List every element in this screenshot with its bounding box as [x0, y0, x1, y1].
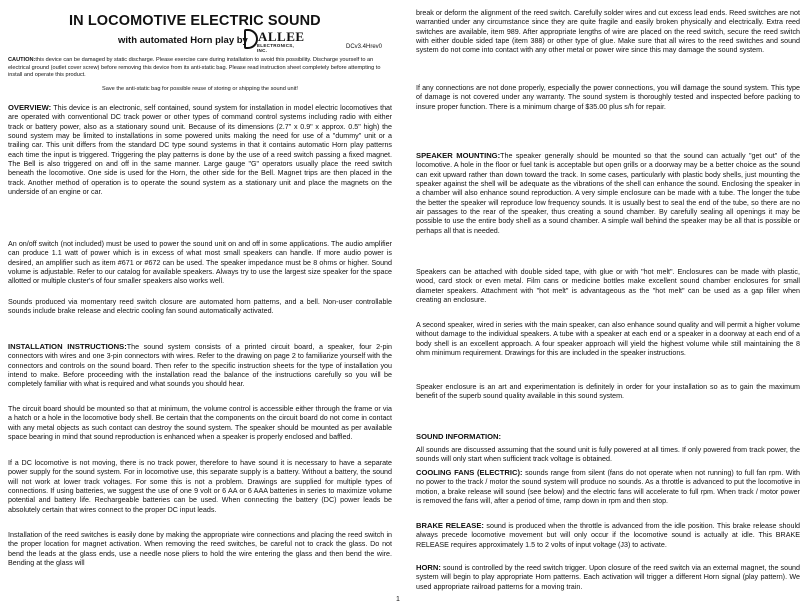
dc-battery-paragraph: If a DC locomotive is not moving, there is no track power, therefore to have sound it is necessary to have a separate power supply for the sound system. For in locomotive use, this separate supply is a battery. Without a battery, the sound will not work at lower track voltages. For some this is not a problem. Drawings are supplied for multiple types of connections. If using batteries, we suggest the use of one 9 volt or 6 AA or 6 AAA batteries in series to maximize volume potential and battery life. Rechargeable batteries can be used. When connecting the battery (DC) power leads be absolutely certain that wires connect to the proper DC input leads.: [8, 459, 392, 514]
speaker-mounting-paragraph: [416, 151, 800, 236]
brake-release-paragraph: [416, 521, 800, 550]
save-bag-note: Save the anti-static bag for possible reuse of storing or shipping the sound unit!: [102, 86, 298, 92]
sound-information-heading: SOUND INFORMATION:: [416, 432, 502, 441]
installation-paragraph: [8, 342, 392, 390]
overview-paragraph: [8, 103, 392, 197]
cooling-fans-label: COOLING FANS (ELECTRIC):: [416, 468, 523, 477]
onoff-paragraph: An on/off switch (not included) must be used to power the sound unit on and off in some applications. The audio amplifier can produce 1.1 watt of power which is in excess of what most small speakers can handle. If more audio power is desired, an amplifier such as item #671 or #672 can be used. The speaker impedance must be 8 ohms or higher. Sound volume is adjustable. Refer to our catalog for available speakers. Always try to use the largest size speaker for the space allotted or multiple cluster's of four smaller speakers also works well.: [8, 240, 392, 286]
dallee-logo: [244, 29, 304, 51]
brake-release-label: BRAKE RELEASE:: [416, 521, 484, 530]
caution-note: [8, 57, 392, 80]
warranty-paragraph: If any connections are not done properly, especially the power connections, you will damage the sound system. This type of damage is not covered under any warranty. The sound system is thoroughly tested and inspected before packing to insure proper function. There is a minimum charge of $35.00 plus s/h for repair.: [416, 84, 800, 111]
logo-d-icon: [244, 29, 258, 49]
document-number: DCv3.4Hrev0: [346, 44, 383, 50]
speaker-attach-paragraph: Speakers can be attached with double sided tape, with glue or with "hot melt". Enclosures can be made with plastic, wood, card stock or even metal. Film cans or medicine bottles make excellent sound chamber enclosures for small diameter speakers. Attachment with "hot melt" is advantageous as the "hot melt" can be used as a gap filler when creating an enclosure.: [416, 268, 800, 305]
sound-information-paragraph: All sounds are discussed assuming that the sound unit is fully powered at all times. If only powered from track power, the sounds will only start when sufficient track voltage is obtained.: [416, 446, 800, 464]
second-speaker-paragraph: A second speaker, wired in series with the main speaker, can also enhance sound quality and will permit a higher volume without damage to the individual speakers. A tube with a speaker at each end or a speaker in a doorway at each end of a body shell is an excellent approach. A four speaker approach will yield the highest volume while still maintaining the 8 ohm minimum requirement. Drawings for this are included in the speaker instructions.: [416, 321, 800, 358]
brake-release-text: sound is produced when the throttle is advanced from the idle position. This brake release should always precede locomotive movement but will only occur if the locomotive sound is actually at idle. This BRAKE RELEASE requires approximately 1.5 to 2 volts of input voltage (J3) to activate.: [416, 522, 801, 549]
horn-text: sound is controlled by the reed switch trigger. Upon closure of the reed switch via an external magnet, the sound system will begin to play appropriate Horn patterns. Each activation will trigger a different Horn signal (play pattern). We used appropriate railroad patterns for a moving train.: [416, 564, 800, 591]
sounds-paragraph: Sounds produced via momentary reed switch closure are automated horn patterns, and a bell. Non-user controllable sounds include brake release and electric cooling fan sound automatically activated.: [8, 298, 392, 316]
reed-switch-paragraph: Installation of the reed switches is easily done by making the appropriate wire connections and placing the reed switch in the proper location for magnet activation. When removing the reed switches, be careful not to crack the glass. Do not bend the leads at the glass ends, use a needle nose pliers to hold the wire entering the glass and then bend the wire. Bending at the glass will: [8, 531, 392, 568]
page-title: IN LOCOMOTIVE ELECTRIC SOUND: [69, 13, 321, 29]
horn-label: HORN:: [416, 563, 441, 572]
circuit-board-paragraph: The circuit board should be mounted so that at minimum, the volume control is accessible either through the frame or via a hatch or a hole in the locomotive body shell. Be certain that the components on the circuit board do not come in contact with any metal objects as such contact can destroy the sound system. The speaker should be mounted as per available space bearing in mind that sound reproduction is enhanced when a speaker is properly enclosed and baffled.: [8, 405, 392, 442]
installation-text: The sound system consists of a printed circuit board, a speaker, four 2-pin connectors with wires and one 3-pin connectors with wires. Refer to the drawing on page 2 to familiarize yourself with the connectors and controls on the sound board. Then refer to the specific instruction sheets for the type of installation you intend to make. Before proceeding with the installation read the balance of the instructions carefully so you will be completely familiar with what is required and what sounds you should hear.: [8, 343, 392, 389]
logo-word: ALLEE: [258, 29, 305, 44]
cooling-fans-text: sounds range from silent (fans do not operate when not running) to full fan rpm. With no power to the track / motor the sound system will produce no sounds. As a throttle is advanced to put the locomotive in motion, a brake release will sound (see below) and the electric fans will accelerate to full rpm. When track / motor power is removed the fans will, after a period of time, ramp down in rpm and then stop.: [416, 469, 800, 506]
horn-paragraph: [416, 563, 800, 592]
installation-label: INSTALLATION INSTRUCTIONS:: [8, 342, 127, 351]
speaker-mounting-text: The speaker generally should be mounted so that the sound can actually "get out" of the locomotive. A hole in the floor or fuel tank is acceptable but open grills or a doorway may be a better choice as the sound can exit upward rather than down toward the track. In some cases, particularly with plastic body shells, just mounting the speaker against the shell will be adequate as the vibrations of the shell can enhance the sound. Enclosing the speaker in a chamber will also enhance sound reproduction. A very simple enclosure can be made with a tube. The longer the tube the better the speaker will reproduce low frequency sounds. It is usually best to seal the end of the tube, so there are no air passages to the rear of the speaker, thus creating a sound chamber. By carefully sealing all openings it may be possible to use the entire body shell as a sound chamber. A simple wall behind the speaker may be all that is possible or perhaps all that is needed.: [416, 152, 800, 235]
cooling-fans-paragraph: [416, 468, 800, 506]
speaker-mounting-label: SPEAKER MOUNTING:: [416, 151, 501, 160]
reed-continued-paragraph: break or deform the alignment of the reed switch. Carefully solder wires and cut excess lead ends. Reed switches are not warrantied under any circumstance since they are quite fragile and easily broken physically and electrically. Extra reed switches are available, item 989. After appropriate lengths of wire are placed on the reed switch, secure the reed switch with either double sided tape (item 388) or other type of glue. Make sure that all wires to the reed switches and sound system do not come into contact with any other metal or power wire since this may damage the sound system.: [416, 9, 800, 55]
caution-text: this device can be damaged by static discharge. Please exercise care during installation to avoid this possibility. Discharge yourself to an electrical ground (outlet cover screw) before removing this device from its anti-static bag. Please read instruction sheet completely before attempting to install and operate this product.: [8, 57, 381, 79]
caution-label: CAUTION:: [8, 57, 36, 63]
page-subtitle: with automated Horn play by: [118, 35, 248, 46]
logo-subtext: ELECTRONICS, INC.: [257, 43, 295, 53]
overview-text: This device is an electronic, self contained, sound system for installation in model electric locomotives that are operated with conventional DC track power or other types of command control systems including radio with either track or battery power, also as a stationary sound unit. Because of its dimensions (2.7" x 0.9" x approx. 0.5" high) the sound system may be limited to installations in some powered units making the need for use of a "dummy" unit or a trailing car. This unit differs from the standard DC type sound systems in that it contains automatic Horn play patterns each time the input is triggered. Triggering the play patterns is done by the use of a reed switch passing a fixed magnet. The Bell is also triggered on and off in the same manner. Large gauge "G" operators usually place the reed switch beneath the locomotive. One side is used for the Horn, the other side for the Bell. Magnet trips are then placed in the track. Another method of operation is to operate the sound system as a stationary unit and place the magnets on the underside of an engine or car.: [8, 104, 392, 197]
page-number: 1: [396, 596, 400, 603]
overview-label: OVERVIEW:: [8, 103, 52, 112]
enclosure-paragraph: Speaker enclosure is an art and experimentation is definitely in order for your installation so as to gain the maximum benefit of the superb sound quality available in this sound system.: [416, 383, 800, 401]
